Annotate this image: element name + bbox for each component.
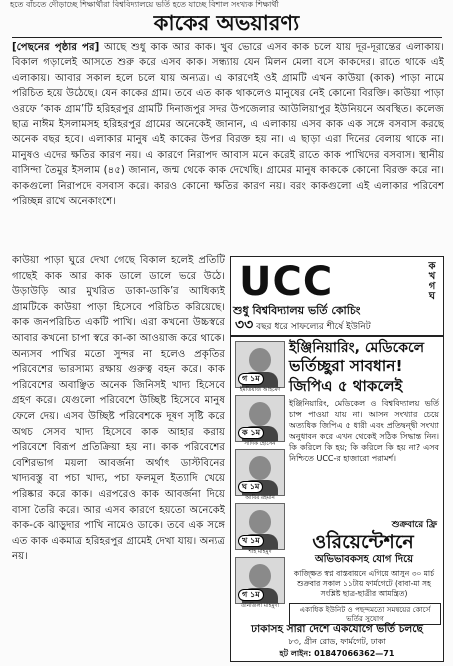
topper-photo-5 — [235, 557, 285, 604]
admission-banner: ঢাকাসহ সারা দেশে একযোগে ভর্তি চলছে — [251, 623, 423, 635]
ad-headline-3: জিপিএ ৫ থাকলেই — [289, 377, 403, 395]
hotline: হট লাইন: 01847066362—71 — [279, 649, 395, 658]
article-column-left: কাউয়া পাড়া ঘুরে দেখা গেছে বিকাল হলেই প্রতিটি গাছেই কাক আর কাক ডালে ডালে ভরে উঠে। উড়াউড়ি আর মুখরিত ডাকা-ডাকি’র আধিক্যই গ্রামটিকে কাউয়া পাড়া হিসেবে পরিচিত করিয়েছে। কাক জনপরিচিত একটি পাখি। এরা কখনো উচ্চস্বরে আবার কখনো চাপা স্বরে কা-কা আওয়াজ করে থাকে। অন্যসব পাখির মতো সুন্দর না হলেও প্রকৃতির পরিবেশের ভারসাম্য রক্ষায় গুরুত্ব বহন করে। কাক পরিবেশের অবাঞ্ছিত অনেক জিনিসই খাদ্য হিসেবে গ্রহণ করে। যেগুলো পরিবেশে উচ্ছিষ্ট হিসেবে মানুষ ফেলে দেয়। এসব উচ্ছিষ্ট পরিবেশকে দূষণ সৃষ্টি করে অথচ সেসব খাদ্য হিসেবে কাক আহার করায় পরিবেশে বিরূপ প্রতিক্রিয়া হয় না। কাক পরিবেশের বেশিরভাগ ময়লা আবর্জনা অর্থাৎ ডাস্টবিনের খাদ্যবস্তু বা পচা খাদ্য, পচা ফলমূল ইত্যাদি খেয়ে পরিষ্কার করে কাক। এরপরেও কাক আবর্জনা দিয়ে বাসা তৈরি করে। আর এসব কারণে হয়তো অনেকেই কাক-কে ঝাড়ুদার পাখি নামেও ডাকে। তবে এক সঙ্গে এত কাক একমাত্র হরিহরপুর গ্রামেই দেখা যায়। অন্যত্র নয়। — [12, 255, 225, 563]
years-suffix: ইউনিট — [346, 322, 371, 332]
article-title: কাকের অভয়ারণ্য — [153, 11, 300, 35]
paragraph-1-text: আছে শুধু কাক আর কাক। খুব ভোরে এসব কাক চলে যায় দূর-দূরান্তের এলাকায়। বিকাল গড়ালেই আসতে শুরু করে এসব কাক। সন্ধ্যায় যেন মিলন মেলা বসে কাকদের। রাতে থাকে এই এলাকায়। আবার সকাল হলে চলে যায় অন্যত্র। এ কারণেই ওই গ্রামটি এখন কাউয়া (কাক) পাড়া নামে পরিচিত হয়ে উঠেছে। যেন কাকের গ্রাম। তবে এত কাক থাকলেও মানুষের নেই কোনো বিরক্তি। কাউয়া পাড়া ওরফে ‘কাক গ্রাম’টি হরিহরপুর গ্রামটি দিনাজপুর সদর উপজেলার আউলিয়াপুর ইউনিয়নে অবস্থিত। কলেজ ছাত্র নাঈম ইসলামসহ হরিহরপুর গ্রামের অনেকেই জানান, এ এলাকায় এসব কাক এক সঙ্গে বসবাস করছে অনেক বছর হবে। এলাকার মানুষ এই কাকের উপর বিরক্ত হয় না। এ ছাড়া এরা দিনের বেলায় থাকে না। মানুষও এদের ক্ষতির কারণ নয়। এ কারণে নিরাপদ আবাস মনে করেই রাতে কাক পাখিদের বসবাস। স্থানীয় বাসিন্দা তৈমুর ইসলাম (৪৫) জানান, জন্ম থেকে কাক দেখেছি। গ্রামের মানুষ কাককে কোনো বিরক্ত করে না। কাকগুলো নিরাপদে বসবাস করে। কারও কোনো ক্ষতির কারণ নয়। বরং কাকগুলো এই এলাকার পরিবেশ পরিচ্ছন্ন রাখে অনেকাংশে। — [12, 42, 444, 208]
orientation-heading: ওরিয়েন্টেশনে — [312, 531, 414, 553]
rank-badge: গ ১ম — [238, 373, 264, 385]
topper-caption-1: ইমতিয়াজ আহমেদ — [239, 387, 281, 393]
rank-badge: ক ১ম — [238, 427, 264, 439]
person-avatar — [249, 456, 271, 480]
topper-caption-5: তানজিলা মাহমুদা — [240, 603, 280, 609]
title-divider — [12, 37, 442, 38]
topper-photo-2 — [235, 395, 285, 442]
ad-tagline: শুধু বিশ্ববিদ্যালয় ভর্তি কোচিং — [233, 304, 361, 317]
years-number: ৩৩ — [235, 317, 254, 333]
person-avatar — [249, 564, 271, 588]
ad-body-text: ইঞ্জিনিয়ারিং, মেডিকেল ও বিশ্ববিদ্যালয় ভর্তি চান্স পাওয়া যায় না। আসন সংখ্যার চেয়ে অত্যধিক জিপিএ ৫ ধারী এবং প্রতিদ্বন্দ্বী সংখ্যা অনুধাবন করে এখন থেকেই সঠিক সিদ্ধান্ত নিন। কি করিলে কি হয়; কি করিলে কি হয় না? এসব নিশ্চিতে UCC-র হাজারো পরামর্শ। — [289, 399, 439, 463]
continued-label: [পেছনের পৃষ্ঠার পর] — [12, 42, 100, 53]
topper-photo-4 — [235, 503, 285, 550]
ucc-advertisement — [230, 256, 444, 662]
person-avatar — [249, 348, 271, 372]
unit-box: একাধিক ইউনিট ও পছন্দমতো সমন্বয়ের কোর্সে ভর্তির সুযোগ — [289, 603, 441, 625]
ucc-logo: UCC — [239, 259, 334, 305]
rank-badge: খ ১ম — [238, 535, 264, 547]
topper-photo-1 — [235, 341, 285, 388]
address-line: ৮৩, গ্রীন রোড, ফার্মগেট, ঢাকা — [288, 637, 386, 646]
rank-badge: গ ১ম — [238, 589, 264, 601]
parents-line: অভিভাবকসহ যোগ দিয়ে — [314, 554, 413, 565]
topper-caption-3: আবির রহমান — [245, 495, 275, 501]
free-label: শুক্রবারে ফ্রি — [391, 520, 437, 530]
orientation-info: কাজ্ক্ষিত স্বপ্ন বাস্তবায়নে এগিয়ে আসুন ৩০ মার্চ শুক্রবার সকাল ১১টায় ফার্মগেটে (বাবা-মা সহ সংশ্লিষ্ট ছাত্র-ছাত্রীর আমন্ত্রিত) — [293, 569, 435, 598]
ad-divider — [231, 335, 443, 337]
rank-badge: ঘ ১ম — [238, 481, 263, 493]
person-avatar — [249, 402, 271, 426]
years-text: বছর ধরে সাফল্যের শীর্ষে — [256, 322, 344, 332]
article-paragraph-1 — [12, 40, 444, 253]
ad-headline-2: ভর্তিচ্ছুরা সাবধান! — [289, 357, 403, 375]
years-line — [235, 319, 439, 332]
topper-caption-4: শাহ মাহমুদ — [248, 549, 272, 555]
ad-headline-1: ইঞ্জিনিয়ারিং, মেডিকেলে — [289, 340, 425, 356]
unit-list: ক খ গ ঘ — [428, 261, 436, 302]
topper-photo-3 — [235, 449, 285, 496]
previous-article-fragment: হতে বাঁচতে দৌড়াচ্ছে শিক্ষার্থীরা বিশ্ববিদ্যালয়ে ভর্তি হতে যাচ্ছে বিশাল সংখ্যক শিক্ষার্থী — [10, 0, 279, 9]
person-avatar — [249, 510, 271, 534]
topper-caption-2: সাদিক হোসেন — [244, 441, 276, 447]
